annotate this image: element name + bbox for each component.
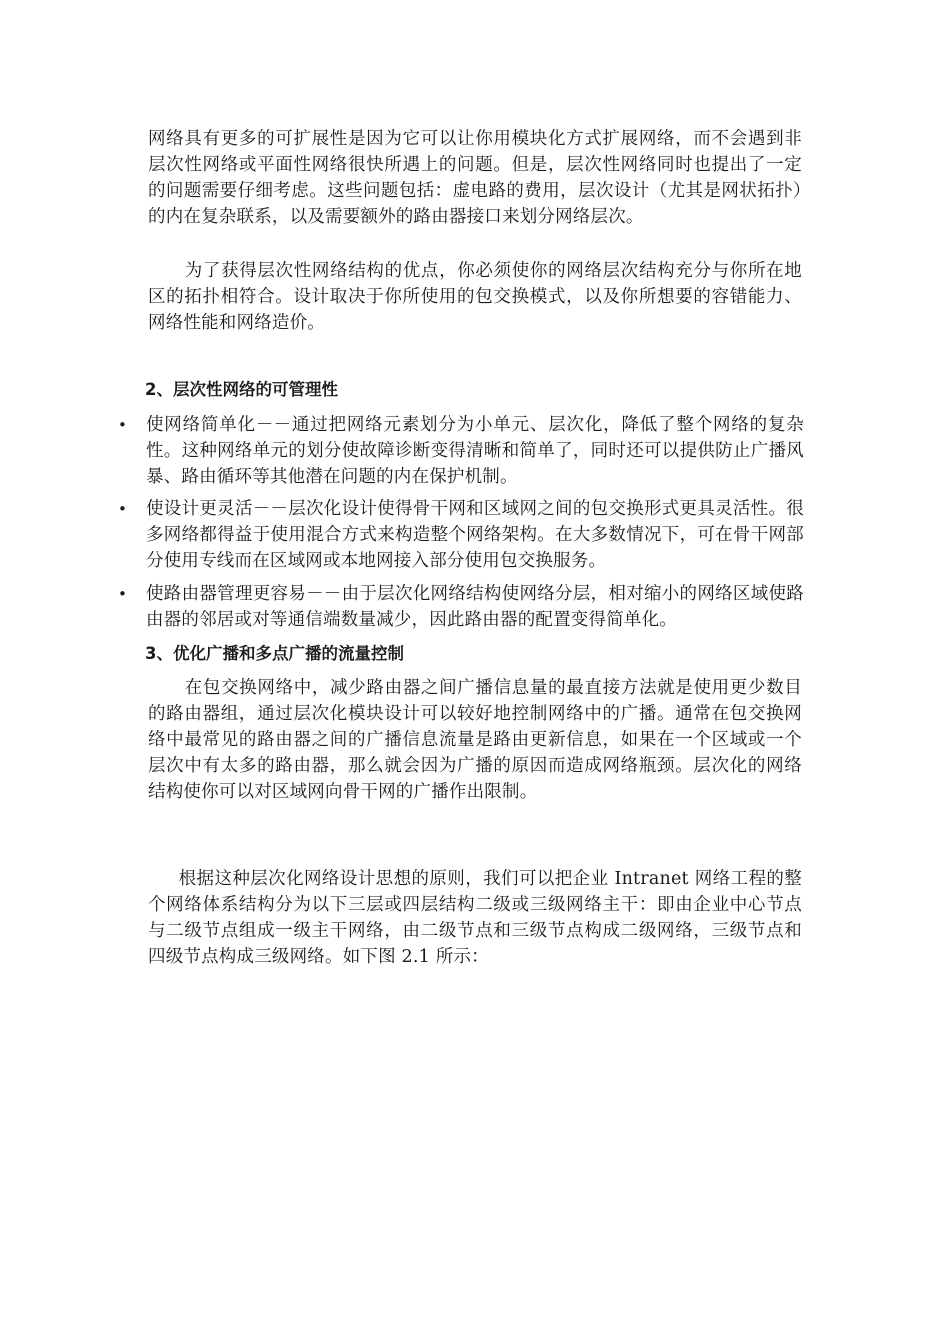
bullet-item-flexible [118, 496, 804, 574]
paragraph-broadcast: 在包交换网络中，减少路由器之间广播信息量的最直接方法就是使用更少数目的路由器组，通过层次化模块设计可以较好地控制网络中的广播。通常在包交换网络中最常见的路由器之间的广播信息流量是路由更新信息，如果在一个区域或一个层次中有太多的路由器，那么就会因为广播的原因而造成网络瓶颈。层次化的网络结构使你可以对区域网向骨干网的广播作出限制。 [148, 678, 802, 802]
section-heading-manageability: 2、层次性网络的可管理性 [145, 380, 338, 399]
paragraph-hierarchy-benefits: 为了获得层次性网络结构的优点，你必须使你的网络层次结构充分与你所在地区的拓扑相符合。设计取决于你所使用的包交换模式，以及你所想要的容错能力、网络性能和网络造价。 [148, 261, 802, 333]
bullet-text: 使网络简单化－－通过把网络元素划分为小单元、层次化，降低了整个网络的复杂性。这种网络单元的划分使故障诊断变得清晰和简单了，同时还可以提供防止广播风暴、路由循环等其他潜在问题的内在保护机制。 [146, 415, 804, 487]
paragraph-intranet-structure: 根据这种层次化网络设计思想的原则，我们可以把企业 Intranet 网络工程的整个网络体系结构分为以下三层或四层结构二级或三级网络主干：即由企业中心节点与二级节点组成一级主干网络，由二级节点和三级节点构成二级网络，三级节点和四级节点构成三级网络。如下图 2.1 所示： [148, 869, 802, 967]
bullet-text: 使设计更灵活－－层次化设计使得骨干网和区域网之间的包交换形式更具灵活性。很多网络都得益于使用混合方式来构造整个网络架构。在大多数情况下，可在骨干网部分使用专线而在区域网或本地网接入部分使用包交换服务。 [146, 499, 804, 571]
bullet-text: 使路由器管理更容易－－由于层次化网络结构使网络分层，相对缩小的网络区域使路由器的邻居或对等通信端数量减少，因此路由器的配置变得简单化。 [146, 584, 804, 630]
bullet-item-router-management [118, 581, 804, 633]
bullet-marker: • [118, 500, 128, 518]
bullet-marker: • [118, 416, 128, 434]
paragraph-scalability: 网络具有更多的可扩展性是因为它可以让你用模块化方式扩展网络，而不会遇到非层次性网络或平面性网络很快所遇上的问题。但是，层次性网络同时也提出了一定的问题需要仔细考虑。这些问题包括：虚电路的费用，层次设计（尤其是网状拓扑）的内在复杂联系，以及需要额外的路由器接口来划分网络层次。 [148, 129, 802, 227]
bullet-marker: • [118, 585, 128, 603]
section-heading-broadcast-control: 3、优化广播和多点广播的流量控制 [145, 644, 404, 663]
bullet-item-simplify [118, 412, 804, 490]
